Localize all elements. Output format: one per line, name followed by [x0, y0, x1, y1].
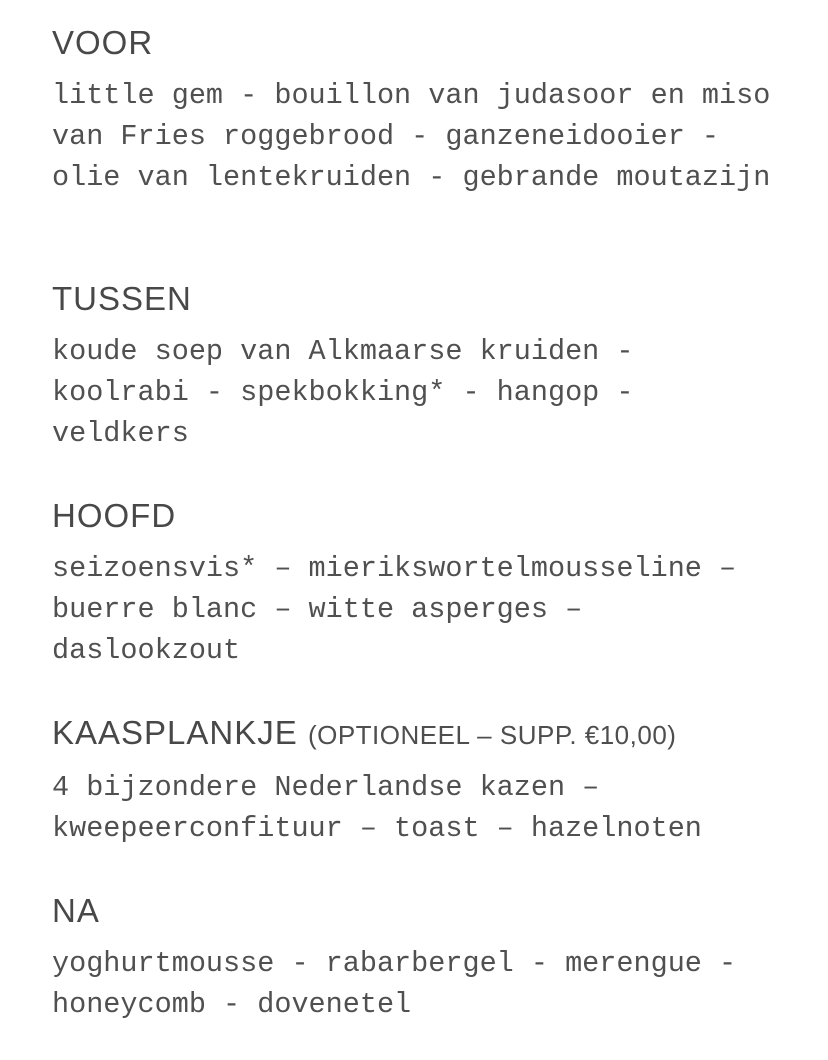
menu-section-na — [52, 891, 828, 1025]
section-heading-voor: VOOR — [52, 24, 154, 61]
menu-line: veldkers — [52, 417, 189, 450]
section-heading-na: NA — [52, 892, 100, 929]
menu-section-hoofd — [52, 496, 828, 671]
section-body-tussen — [52, 331, 828, 454]
menu-section-voor — [52, 23, 828, 198]
section-body-hoofd — [52, 548, 828, 671]
menu-section-tussen — [52, 279, 828, 454]
section-heading-label: KAASPLANKJE — [52, 714, 298, 751]
section-heading-tussen: TUSSEN — [52, 280, 192, 317]
menu-line: seizoensvis* – mierikswortelmousseline – — [52, 552, 737, 585]
menu-line: daslookzout — [52, 634, 241, 667]
menu-line: van Fries roggebrood - ganzeneidooier - — [52, 120, 720, 153]
menu-section-kaasplankje — [52, 713, 828, 849]
menu-line: 4 bijzondere Nederlandse kazen – — [52, 771, 600, 804]
section-body-kaasplankje — [52, 767, 828, 849]
section-heading-note: (OPTIONEEL – SUPP. €10,00) — [307, 720, 677, 750]
section-heading-kaasplankje — [52, 713, 828, 755]
menu-line: koolrabi - spekbokking* - hangop - — [52, 376, 634, 409]
section-body-na — [52, 943, 828, 1025]
menu-line: little gem - bouillon van judasoor en miso — [52, 79, 771, 112]
menu-line: olie van lentekruiden - gebrande moutazijn — [52, 161, 771, 194]
menu-line: kweepeerconfituur – toast – hazelnoten — [52, 812, 702, 845]
section-heading-hoofd: HOOFD — [52, 497, 177, 534]
menu-line: yoghurtmousse - rabarbergel - merengue - — [52, 947, 737, 980]
section-body-voor — [52, 75, 828, 198]
menu-line: honeycomb - dovenetel — [52, 988, 412, 1021]
menu-line: buerre blanc – witte asperges – — [52, 593, 583, 626]
menu-line: koude soep van Alkmaarse kruiden - — [52, 335, 634, 368]
